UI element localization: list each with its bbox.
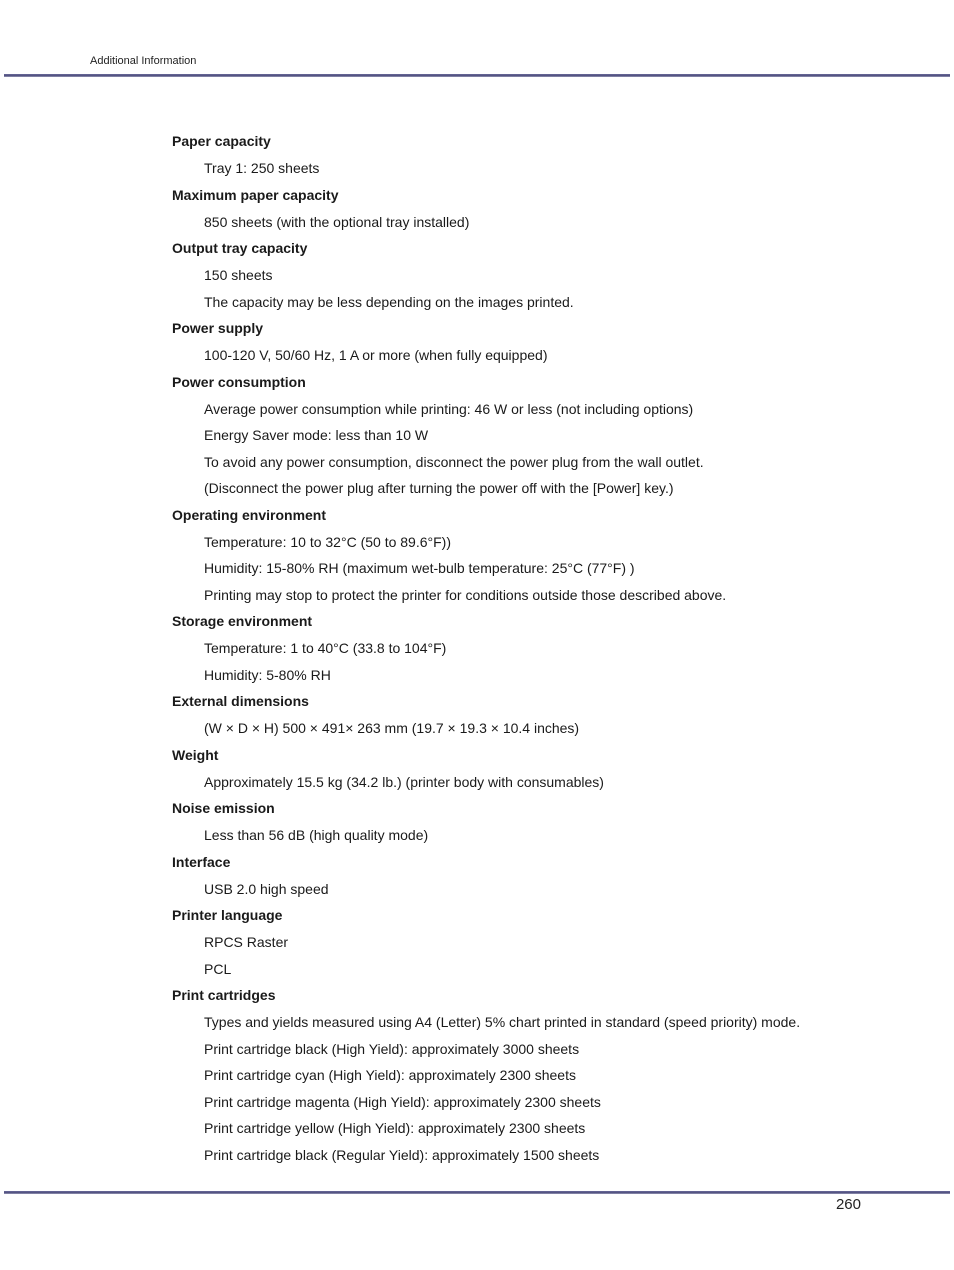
footer-divider (4, 1191, 950, 1194)
section-line: Humidity: 15-80% RH (maximum wet-bulb temperature: 25°C (77°F) ) (204, 560, 635, 576)
section-line: Print cartridge black (Regular Yield): approximately 1500 sheets (204, 1146, 600, 1163)
spec-section (172, 608, 872, 688)
section-line: Temperature: 1 to 40°C (33.8 to 104°F) (204, 640, 447, 656)
spec-section (172, 315, 872, 369)
section-line: (W × D × H) 500 × 491× 263 mm (19.7 × 19.3 × 10.4 inches) (204, 720, 580, 736)
section-line: Energy Saver mode: less than 10 W (204, 427, 429, 443)
section-line: 850 sheets (with the optional tray installed) (204, 213, 470, 230)
section-line: Less than 56 dB (high quality mode) (204, 827, 429, 843)
section-title: Weight (172, 746, 219, 763)
section-title: Noise emission (172, 800, 275, 816)
section-line: To avoid any power consumption, disconnect the power plug from the wall outlet. (204, 453, 704, 470)
section-line: (Disconnect the power plug after turning the power off with the [Power] key.) (204, 480, 674, 496)
section-line: Print cartridge yellow (High Yield): approximately 2300 sheets (204, 1120, 586, 1136)
section-line: Print cartridge cyan (High Yield): approximately 2300 sheets (204, 1067, 576, 1083)
section-title: Storage environment (172, 613, 313, 629)
section-line: Temperature: 10 to 32°C (50 to 89.6°F)) (204, 533, 451, 550)
section-title: Paper capacity (172, 133, 271, 149)
section-line: Printing may stop to protect the printer for conditions outside those described above. (204, 586, 727, 603)
section-line: Print cartridge black (High Yield): approximately 3000 sheets (204, 1040, 580, 1057)
section-title: Maximum paper capacity (172, 186, 339, 203)
spec-section (172, 902, 872, 982)
spec-section (172, 235, 872, 315)
spec-section (172, 849, 872, 903)
spec-section (172, 369, 872, 502)
header-divider (4, 74, 950, 77)
section-title: Power consumption (172, 373, 306, 390)
spec-section (172, 502, 872, 609)
spec-section (172, 688, 872, 742)
spec-section (172, 128, 872, 182)
section-title: Output tray capacity (172, 240, 308, 256)
section-title: Power supply (172, 320, 264, 336)
spec-section (172, 182, 872, 236)
section-title: Interface (172, 853, 231, 870)
section-line: The capacity may be less depending on the images printed. (204, 293, 574, 310)
section-line: PCL (204, 960, 232, 977)
section-title: Operating environment (172, 506, 327, 523)
section-line: Approximately 15.5 kg (34.2 lb.) (printer body with consumables) (204, 773, 604, 790)
page-number: 260 (835, 1196, 861, 1213)
spec-section (172, 742, 872, 796)
section-line: Average power consumption while printing: 46 W or less (not including options) (204, 400, 694, 417)
section-line: Print cartridge magenta (High Yield): approximately 2300 sheets (204, 1093, 601, 1110)
section-title: Printer language (172, 907, 283, 923)
spec-list (172, 128, 872, 1168)
section-line: 150 sheets (204, 267, 273, 283)
section-line: RPCS Raster (204, 934, 289, 950)
running-header: Additional Information (90, 55, 197, 67)
section-title: Print cartridges (172, 987, 276, 1003)
section-title: External dimensions (172, 693, 309, 709)
spec-section (172, 795, 872, 849)
spec-section (172, 982, 872, 1168)
section-line: Tray 1: 250 sheets (204, 160, 320, 176)
section-line: Humidity: 5-80% RH (204, 666, 331, 683)
section-line: Types and yields measured using A4 (Letter) 5% chart printed in standard (speed priority) mode. (204, 1014, 801, 1030)
section-line: USB 2.0 high speed (204, 880, 329, 897)
section-line: 100-120 V, 50/60 Hz, 1 A or more (when fully equipped) (204, 347, 548, 363)
